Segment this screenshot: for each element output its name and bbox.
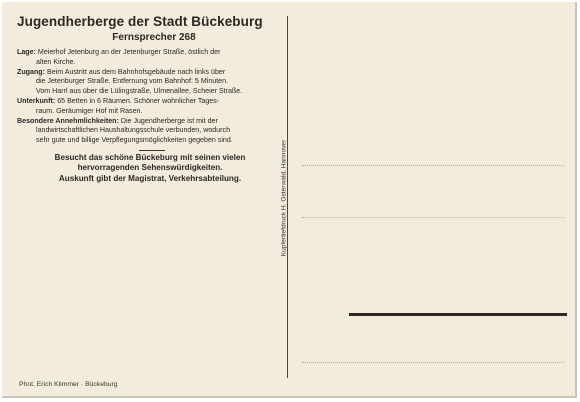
entry-label: Zugang:: [17, 67, 45, 76]
entry-line: Die Jugendherberge ist mit der: [120, 116, 218, 125]
promo-line: Auskunft gibt der Magistrat, Verkehrsabteilung.: [58, 173, 242, 183]
entry-line: die Jetenburger Straße. Entfernung vom Bahnhof: 5 Minuten.: [36, 77, 229, 86]
separator-rule: [139, 150, 165, 151]
address-line-2: [302, 217, 564, 218]
promo-line: Besucht das schöne Bückeburg mit seinen vielen: [54, 152, 246, 162]
address-line-1: [302, 165, 564, 166]
stamp-area: [513, 18, 569, 87]
entry-line: sehr gute und billige Verpflegungsmöglichkeiten gegeben sind.: [36, 136, 233, 145]
entry-access: [17, 68, 279, 97]
entry-line: alten Kirche.: [36, 57, 76, 66]
phone-number: Fernsprecher 268: [112, 32, 196, 43]
printer-credit: Kupfertiefdruck H. Osterwald, Hannover: [280, 139, 288, 257]
promo-line: hervorragenden Sehenswürdigkeiten.: [77, 163, 223, 173]
entry-location: [17, 48, 279, 68]
entry-line: raum. Geräumiger Hof mit Rasen.: [36, 106, 143, 115]
address-line-3: [349, 313, 567, 316]
entry-label: Besondere Annehmlichkeiten:: [17, 116, 119, 125]
entry-label: Unterkunft:: [17, 96, 56, 105]
card-title: Jugendherberge der Stadt Bückeburg: [17, 14, 263, 29]
photo-credit: Phot. Erich Klimmer · Bückeburg: [19, 381, 118, 388]
entry-line: Meierhof Jetenburg an der Jetenburger Straße, östlich der: [37, 48, 221, 56]
entry-line: landwirtschaftlichen Haushaltungsschule verbunden, wodurch: [36, 126, 231, 135]
entry-line: Beim Austritt aus dem Bahnhofsgebäude nach links über: [46, 67, 226, 76]
entry-amenities: [17, 117, 279, 146]
entry-label: Lage:: [17, 48, 36, 56]
postcard: [2, 2, 577, 398]
message-side: [17, 14, 279, 184]
entry-line: 65 Betten in 6 Räumen. Schöner wohnlicher Tages-: [57, 96, 220, 105]
entry-accommodation: [17, 97, 279, 117]
promo-text: [17, 153, 279, 184]
address-line-4: [302, 362, 564, 363]
entry-line: Vom Harrl aus über die Lülingstraße, Ulmenallee, Scheier Straße.: [36, 87, 243, 96]
